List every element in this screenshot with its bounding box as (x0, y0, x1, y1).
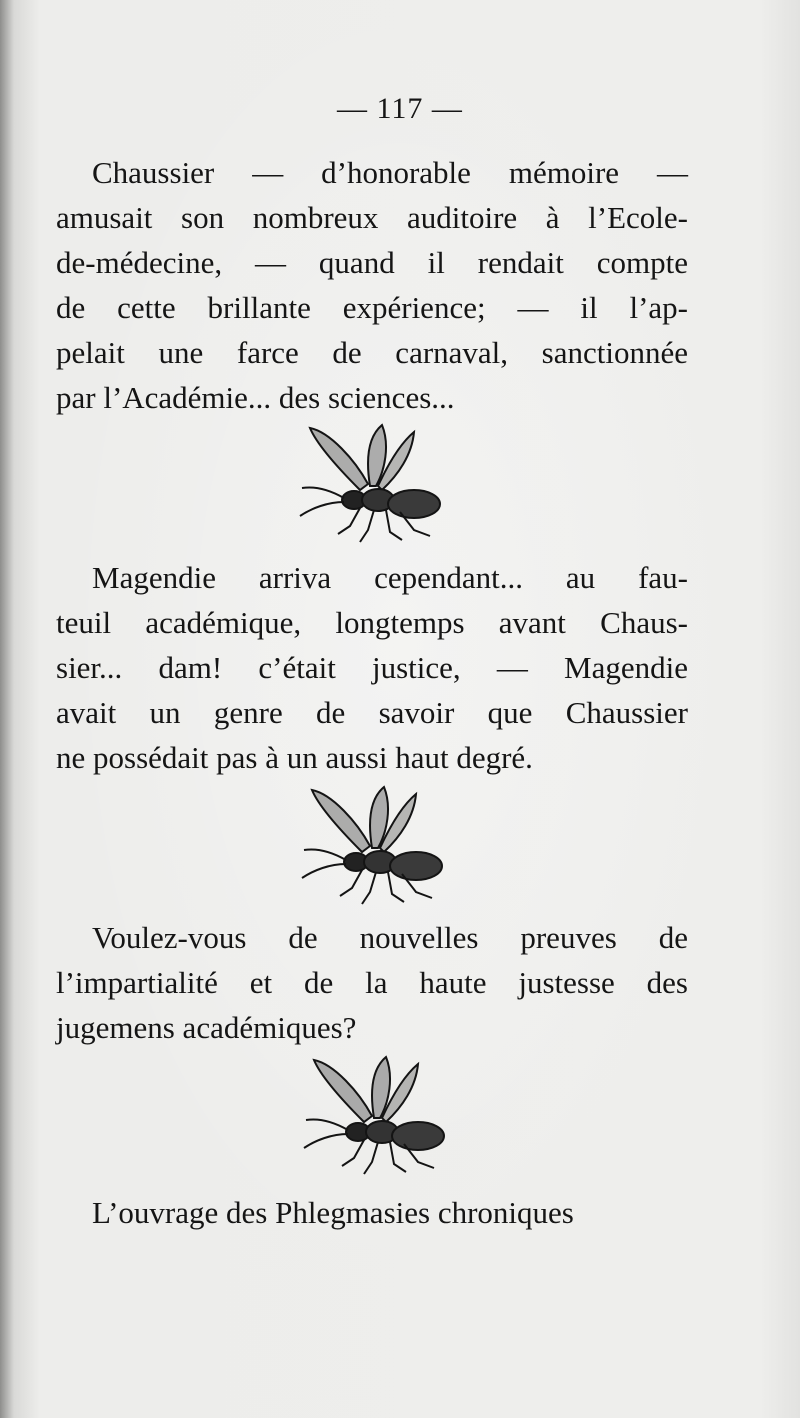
text-line: pelait une farce de carnaval, sanctionnée (56, 335, 688, 370)
text-line: de-médecine, — quand il rendait compte (56, 245, 688, 280)
text-line: jugemens académiques? (56, 1010, 357, 1045)
text-line: amusait son nombreux auditoire à l’Ecole- (56, 200, 688, 235)
text-line: Magendie arriva cependant... au fau- (92, 560, 688, 595)
text-line: Voulez-vous de nouvelles preuves de (92, 920, 688, 955)
paragraph-3 (56, 915, 688, 1050)
text-line: Chaussier — d’honorable mémoire — (92, 155, 688, 190)
page-number: — 117 — (337, 92, 463, 125)
text-line: ne possédait pas à un aussi haut degré. (56, 740, 533, 775)
text-line: l’impartialité et de la haute justesse des (56, 965, 688, 1000)
text-line: de cette brillante expérience; — il l’ap- (56, 290, 688, 325)
text-line: par l’Académie... des sciences... (56, 380, 455, 415)
paragraph-4 (56, 1190, 688, 1235)
wasp-icon (294, 1052, 464, 1182)
wasp-icon (290, 420, 460, 550)
paragraph-2 (56, 555, 688, 780)
text-line: L’ouvrage des Phlegmasies chroniques (92, 1195, 574, 1230)
text-line: avait un genre de savoir que Chaussier (56, 695, 688, 730)
text-line: sier... dam! c’était justice, — Magendie (56, 650, 688, 685)
paragraph-1 (56, 150, 688, 420)
wasp-icon (292, 782, 462, 912)
text-line: teuil académique, longtemps avant Chaus- (56, 605, 688, 640)
